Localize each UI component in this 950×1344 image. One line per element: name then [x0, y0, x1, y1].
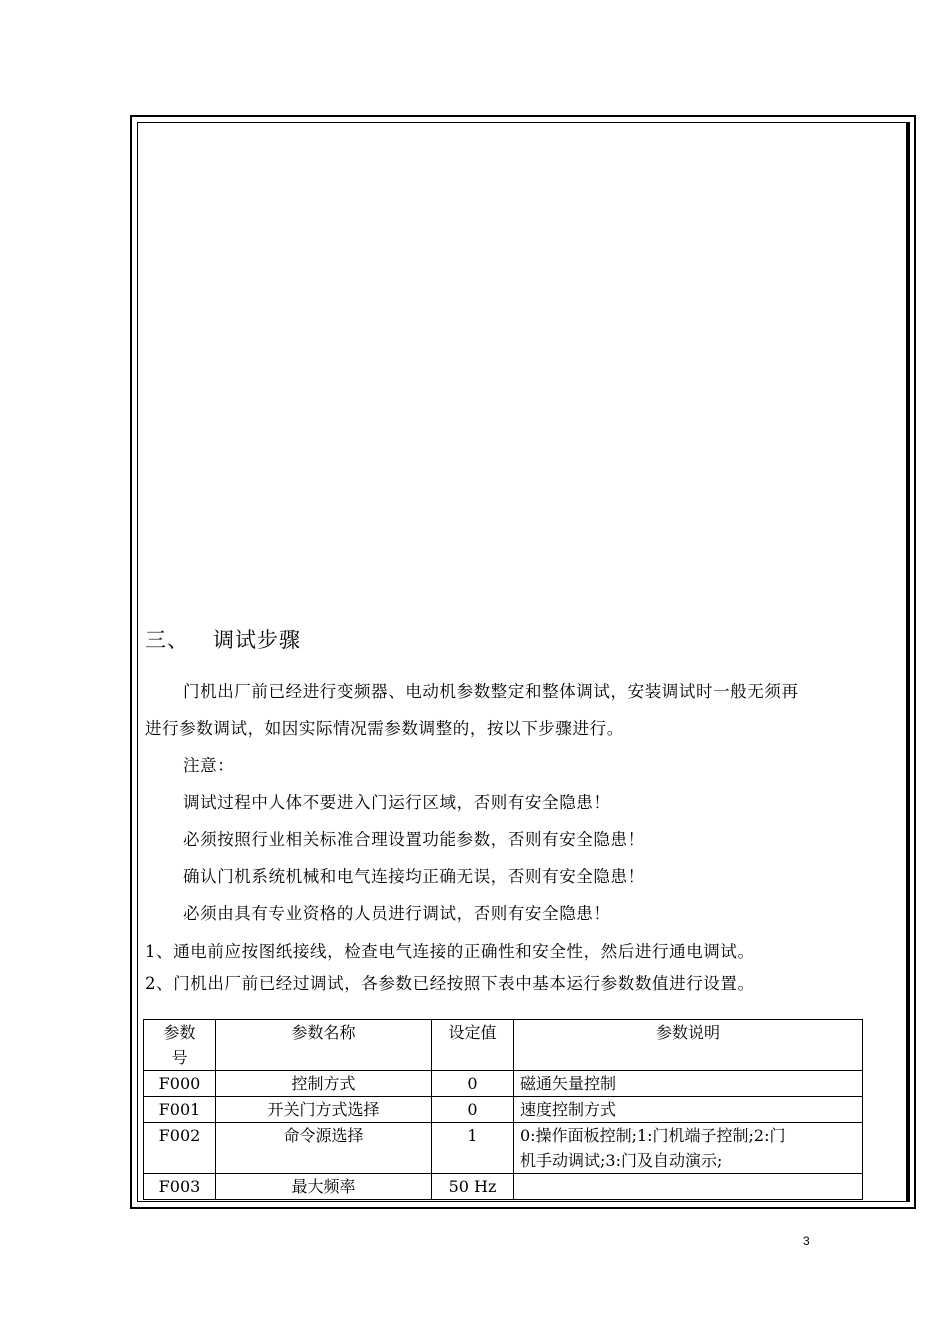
table-row: [144, 1123, 863, 1174]
cell-param-desc: [514, 1174, 863, 1200]
page-number: 3: [803, 1234, 810, 1248]
table-row: [144, 1071, 863, 1097]
header-param-no-line2: 号: [171, 1048, 188, 1067]
table-header-row: [144, 1020, 863, 1071]
header-param-no: [144, 1020, 216, 1071]
cell-set-value: 0: [432, 1071, 514, 1097]
cell-param-no: F001: [144, 1097, 216, 1123]
cell-param-no: F000: [144, 1071, 216, 1097]
cell-set-value: 50 Hz: [432, 1174, 514, 1200]
table-row: [144, 1097, 863, 1123]
section-number: 三、: [145, 628, 189, 652]
note-item: 确认门机系统机械和电气连接均正确无误，否则有安全隐患！: [183, 867, 645, 886]
note-item: 调试过程中人体不要进入门运行区域，否则有安全隐患！: [183, 793, 611, 812]
cell-param-desc: 磁通矢量控制: [514, 1071, 863, 1097]
cell-param-name: 控制方式: [216, 1071, 432, 1097]
intro-line-1: 门机出厂前已经进行变频器、电动机参数整定和整体调试，安装调试时一般无须再: [183, 682, 799, 701]
cell-param-name: 开关门方式选择: [216, 1097, 432, 1123]
parameter-table: [143, 1019, 863, 1200]
frame-right-border: [906, 122, 910, 1202]
table-row: [144, 1174, 863, 1200]
cell-param-no: F002: [144, 1123, 216, 1174]
cell-set-value: 1: [432, 1123, 514, 1174]
cell-set-value: 0: [432, 1097, 514, 1123]
cell-param-desc: 速度控制方式: [514, 1097, 863, 1123]
cell-param-name: 命令源选择: [216, 1123, 432, 1174]
note-item: 必须按照行业相关标准合理设置功能参数，否则有安全隐患！: [183, 830, 645, 849]
cell-param-desc: [514, 1123, 863, 1174]
cell-param-desc-line2: 机手动调试;3:门及自动演示;: [520, 1151, 723, 1170]
section-title: 调试步骤: [213, 628, 301, 652]
note-item: 必须由具有专业资格的人员进行调试，否则有安全隐患！: [183, 904, 611, 923]
header-set-value: 设定值: [432, 1020, 514, 1071]
header-param-name: 参数名称: [216, 1020, 432, 1071]
cell-param-name: 最大频率: [216, 1174, 432, 1200]
step-1: 1、通电前应按图纸接线，检查电气连接的正确性和安全性，然后进行通电调试。: [145, 942, 755, 961]
section-heading: [145, 624, 301, 654]
header-param-no-line1: 参数: [163, 1023, 196, 1042]
cell-param-desc-line1: 0:操作面板控制;1:门机端子控制;2:门: [520, 1126, 786, 1145]
notes-label: 注意：: [183, 756, 235, 775]
step-2: 2、门机出厂前已经过调试，各参数已经按照下表中基本运行参数数值进行设置。: [145, 974, 755, 993]
intro-line-2: 进行参数调试，如因实际情况需参数调整的，按以下步骤进行。: [145, 719, 624, 738]
cell-param-no: F003: [144, 1174, 216, 1200]
header-param-desc: 参数说明: [514, 1020, 863, 1071]
